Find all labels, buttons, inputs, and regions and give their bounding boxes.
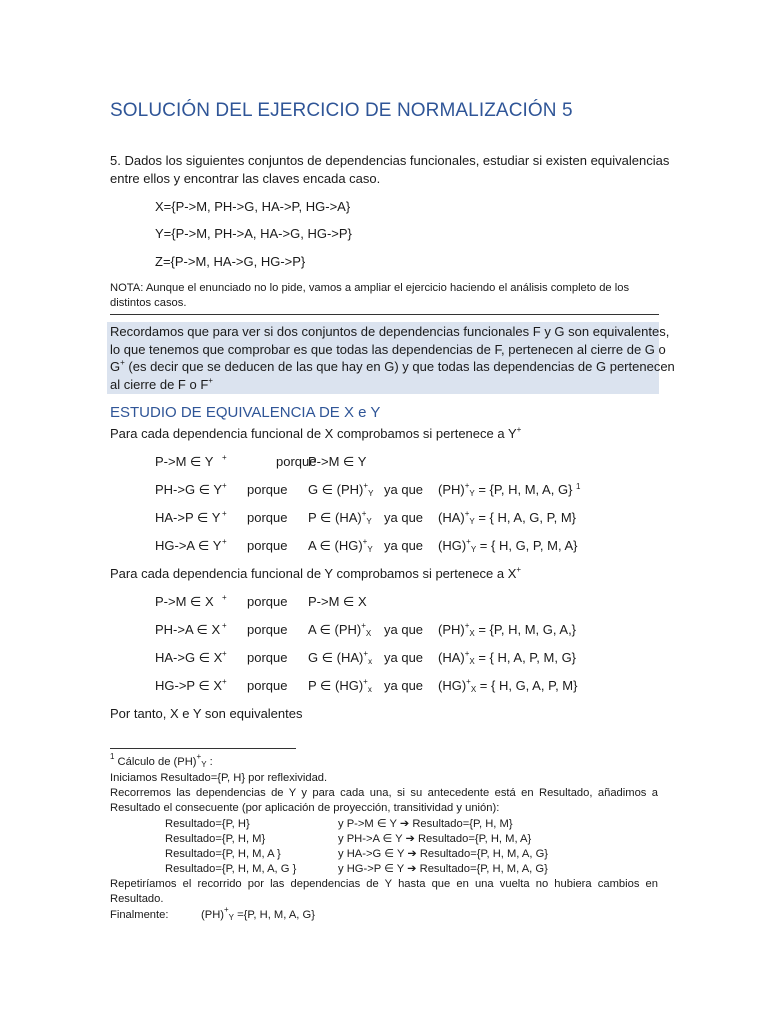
closure-plus: + bbox=[222, 649, 227, 658]
dependency: HA->P ∈ Y bbox=[155, 510, 221, 525]
footnote-divider bbox=[110, 748, 296, 749]
reason: P->M ∈ X bbox=[308, 594, 367, 609]
dependency: HG->A ∈ Y bbox=[155, 538, 222, 553]
dependency: P->M ∈ Y bbox=[155, 454, 214, 469]
highlight-text bbox=[110, 323, 675, 393]
closure-result: $(PH)^+_X = \{P$, H, M, G, A,} bbox=[438, 621, 577, 638]
ya-que-label: ya que bbox=[384, 510, 424, 525]
intro-y-to-x: Para cada dependencia funcional de Y comprobamos si pertenece a X+ bbox=[110, 565, 522, 581]
footnote-line: Iniciamos Resultado={P, H} por reflexividad. bbox=[110, 772, 328, 784]
closure-result: $(HG)^+_X$ = { H, G, A, P, M} bbox=[438, 677, 578, 694]
footnote-step-right: y P->M ∈ Y ➔ Resultado={P, H, M} bbox=[338, 818, 513, 830]
reason: P ∈ $(HA)^+_Y$ bbox=[308, 509, 372, 526]
porque-label: porque bbox=[247, 538, 288, 553]
closure-plus: + bbox=[222, 537, 227, 546]
footnote-step-left: Resultado={P, H, M, A, G } bbox=[165, 863, 297, 875]
ya-que-label: ya que bbox=[384, 650, 424, 665]
closure-result: $(HA)^+_X$ = { H, A, P, M, G} bbox=[438, 649, 577, 666]
closure-plus: + bbox=[222, 677, 227, 686]
exercise-statement-line1: 5. Dados los siguientes conjuntos de dependencias funcionales, estudiar si existen equivalencias bbox=[110, 153, 670, 168]
footnote-line: Resultado el consecuente (por aplicación de proyección, transitividad y unión): bbox=[110, 802, 500, 814]
ya-que-label: ya que bbox=[384, 622, 424, 637]
set-z: Z={P->M, HA->G, HG->P} bbox=[155, 254, 306, 269]
highlight-line3: G+ (es decir que se deducen de las que hay en G) y que todas las dependencias de G pertenecen bbox=[110, 358, 675, 375]
porque-label: porque bbox=[247, 482, 288, 497]
page-title: SOLUCIÓN DEL EJERCICIO DE NORMALIZACIÓN 5 bbox=[110, 100, 573, 121]
closure-plus: + bbox=[222, 593, 227, 602]
porque-label: porque bbox=[247, 594, 288, 609]
note-line1: NOTA: Aunque el enunciado no lo pide, vamos a ampliar el ejercicio haciendo el análisis completo de los bbox=[110, 282, 630, 294]
footnote-final-label: Finalmente: bbox=[110, 909, 169, 921]
porque-label: porque bbox=[247, 622, 288, 637]
footnote-step-left: Resultado={P, H, M, A } bbox=[165, 848, 281, 860]
footnote-step-right: y PH->A ∈ Y ➔ Resultado={P, H, M, A} bbox=[338, 833, 532, 845]
porque-label: porque bbox=[276, 454, 317, 469]
footnote-step-right: y HG->P ∈ Y ➔ Resultado={P, H, M, A, G} bbox=[338, 863, 548, 875]
intro-x-to-y: Para cada dependencia funcional de X comprobamos si pertenece a Y+ bbox=[110, 425, 522, 441]
dependency: HA->G ∈ X bbox=[155, 650, 223, 665]
divider bbox=[110, 314, 659, 315]
reason: A ∈ $(HG)^+_Y$ bbox=[308, 537, 373, 554]
closure-result: $(HA)^+_Y$ = { H, A, G, P, M} bbox=[438, 509, 577, 526]
footnote-ref[interactable]: 1 bbox=[576, 482, 581, 491]
footnote-step-right: y HA->G ∈ Y ➔ Resultado={P, H, M, A, G} bbox=[338, 848, 549, 860]
ya-que-label: ya que bbox=[384, 538, 424, 553]
footnote-line: Resultado. bbox=[110, 893, 164, 905]
ya-que-label: ya que bbox=[384, 678, 424, 693]
highlight-line4: al cierre de F o F+ bbox=[110, 375, 213, 392]
closure-result: $(PH)^+_Y = \{P$, H, M, A, G} bbox=[438, 481, 573, 498]
set-x: X={P->M, PH->G, HA->P, HG->A} bbox=[155, 199, 351, 214]
porque-label: porque bbox=[247, 510, 288, 525]
footnote-line: Repetiríamos el recorrido por las dependencias de Y hasta que en una vuelta no hubiera cambios en bbox=[110, 878, 658, 890]
conclusion: Por tanto, X e Y son equivalentes bbox=[110, 706, 303, 721]
dependency: PH->G ∈ Y bbox=[155, 482, 223, 497]
footnote-title: $^1$ Cálculo de $(PH)^+_Y$ : bbox=[110, 752, 213, 769]
dependency: P->M ∈ X bbox=[155, 594, 214, 609]
closure-plus: + bbox=[222, 621, 227, 630]
reason: A ∈ $(PH)^+_X$ bbox=[308, 621, 372, 638]
footnote-line: Recorremos las dependencias de Y y para cada una, si su antecedente está en Resultado, añadimos a bbox=[110, 787, 658, 799]
ya-que-label: ya que bbox=[384, 482, 424, 497]
dependency: HG->P ∈ X bbox=[155, 678, 223, 693]
highlight-line2: lo que tenemos que comprobar es que todas las dependencias de F, pertenecen al cierre de G o bbox=[110, 341, 666, 357]
footnote-step-left: Resultado={P, H, M} bbox=[165, 833, 266, 845]
exercise-statement-line2: entre ellos y encontrar las claves encada caso. bbox=[110, 171, 381, 186]
closure-result: $(HG)^+_Y$ = { H, G, P, M, A} bbox=[438, 537, 578, 554]
closure-plus: + bbox=[222, 509, 227, 518]
reason: P->M ∈ Y bbox=[308, 454, 367, 469]
porque-label: porque bbox=[247, 678, 288, 693]
highlight-line1: Recordamos que para ver si dos conjuntos de dependencias funcionales F y G son equivalentes, bbox=[110, 324, 670, 339]
closure-plus: + bbox=[222, 481, 227, 490]
reason: P ∈ $(HG)^+_x$ bbox=[308, 677, 372, 694]
note-line2: distintos casos. bbox=[110, 297, 187, 309]
porque-label: porque bbox=[247, 650, 288, 665]
section-heading: ESTUDIO DE EQUIVALENCIA DE X e Y bbox=[110, 404, 381, 421]
set-y: Y={P->M, PH->A, HA->G, HG->P} bbox=[155, 226, 352, 241]
dependency: PH->A ∈ X bbox=[155, 622, 221, 637]
reason: G ∈ $(HA)^+_x$ bbox=[308, 649, 373, 666]
footnote-step-left: Resultado={P, H} bbox=[165, 818, 250, 830]
reason: G ∈ $(PH)^+_Y$ bbox=[308, 481, 374, 498]
footnote-final-value: $(PH)^+_Y =\{P$, H, M, A, G} bbox=[201, 905, 315, 922]
closure-plus: + bbox=[222, 453, 227, 462]
